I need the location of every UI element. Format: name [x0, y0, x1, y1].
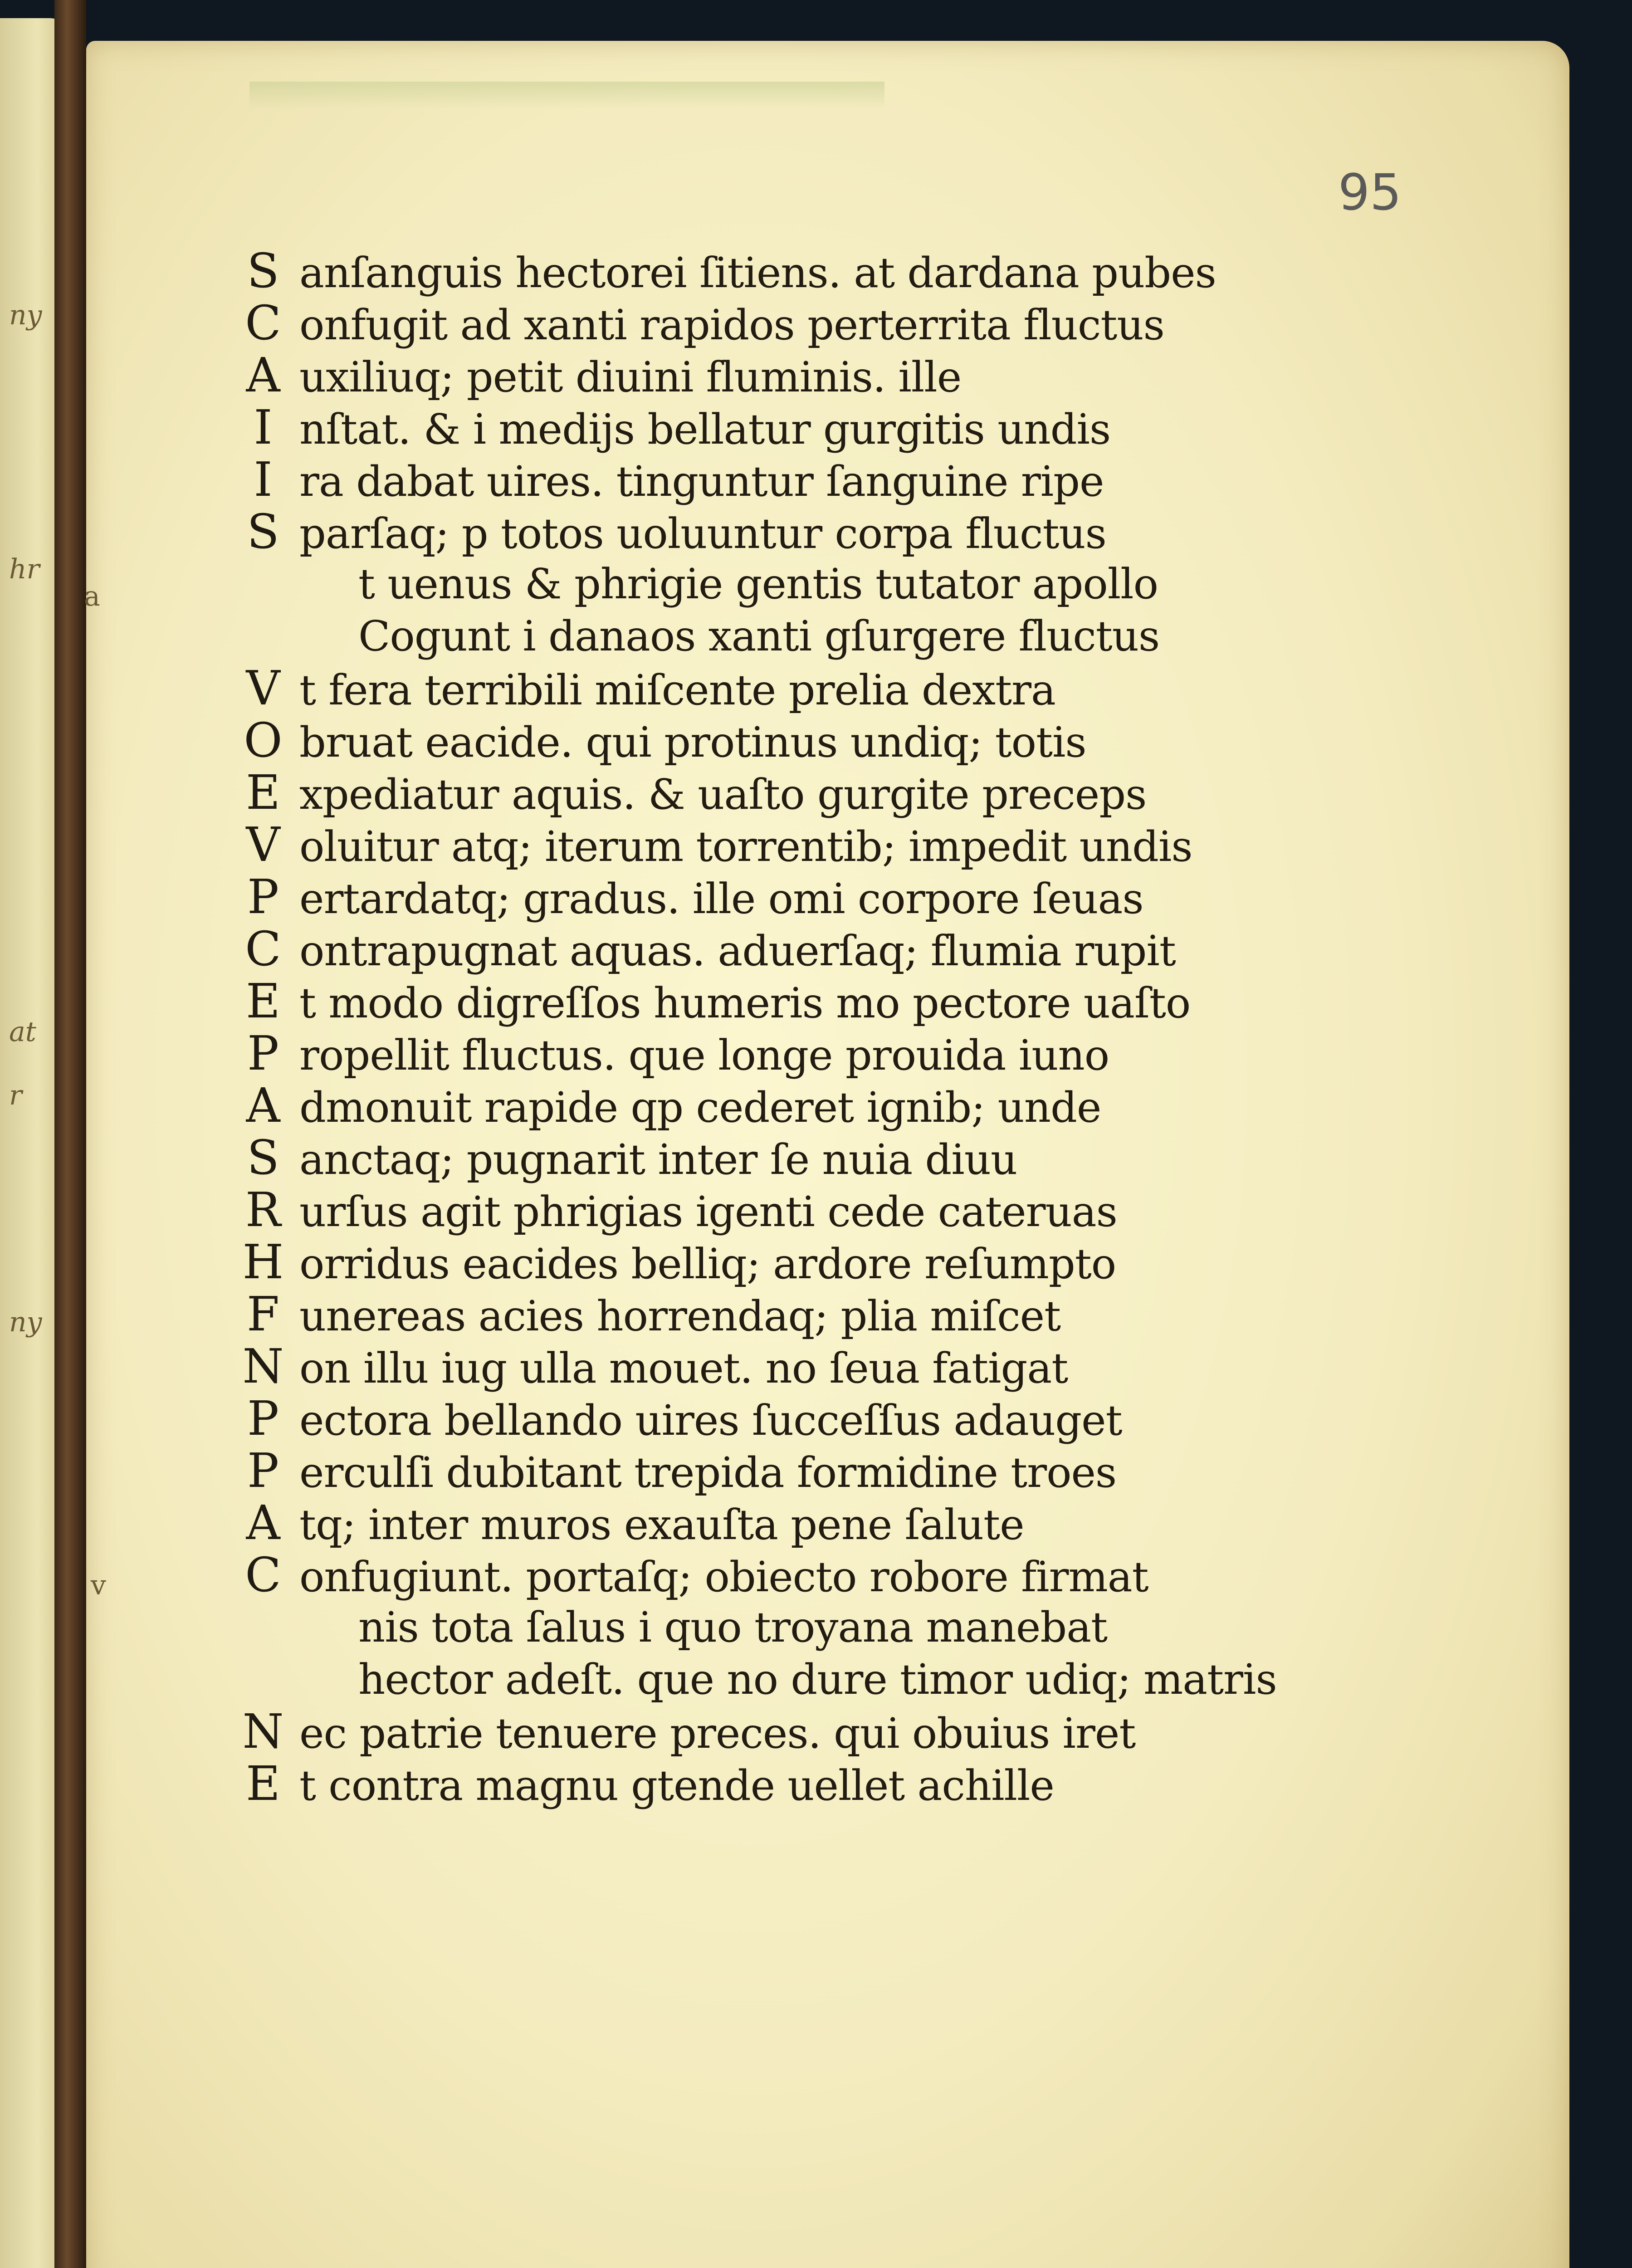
text-line	[227, 297, 1315, 349]
text-line	[227, 1445, 1315, 1497]
line-text: anſanguis hectorei ſitiens. at dardana pubes	[299, 249, 1216, 297]
text-line	[227, 1132, 1315, 1184]
text-line	[227, 1706, 1315, 1758]
left-margin-note: ny	[9, 1306, 42, 1338]
text-line	[227, 714, 1315, 767]
text-line	[227, 401, 1315, 454]
line-text: t fera terribili miſcente prelia dextra	[299, 666, 1055, 714]
line-text: ertardatq; gradus. ille omi corpore ſeuas	[299, 875, 1143, 923]
text-line	[227, 819, 1315, 871]
line-text: tq; inter muros exauſta pene ſalute	[299, 1501, 1024, 1549]
text-line	[227, 767, 1315, 819]
left-margin-note: at	[9, 1016, 36, 1048]
text-line	[227, 1184, 1315, 1236]
text-line	[227, 506, 1315, 558]
text-line	[227, 1601, 1315, 1653]
text-line	[227, 871, 1315, 923]
text-block	[227, 245, 1315, 1810]
line-text: onfugit ad xanti rapidos perterrita fluctus	[299, 301, 1164, 349]
margin-mark: v	[91, 1569, 106, 1601]
line-text: anctaq; pugnarit inter ſe nuia diuu	[299, 1135, 1017, 1184]
line-initial: A	[246, 347, 280, 403]
line-initial: P	[247, 1026, 279, 1081]
page-stain	[249, 82, 884, 109]
book-spine	[54, 0, 86, 2268]
line-initial: N	[242, 1704, 284, 1759]
line-text: parſaq; p totos uoluuntur corpa fluctus	[299, 509, 1106, 558]
line-initial: E	[246, 1756, 280, 1811]
line-initial: E	[246, 973, 280, 1029]
line-initial: H	[242, 1234, 284, 1290]
line-initial: N	[242, 1339, 284, 1394]
line-initial: F	[246, 1286, 280, 1342]
text-line	[227, 1549, 1315, 1601]
line-initial: C	[245, 921, 281, 977]
line-text: uxiliuq; petit diuini fluminis. ille	[299, 353, 962, 401]
text-line	[227, 923, 1315, 975]
line-initial: C	[245, 295, 281, 351]
line-initial: E	[246, 765, 280, 820]
text-line	[227, 558, 1315, 610]
line-initial: P	[247, 1443, 279, 1498]
line-initial: P	[247, 869, 279, 924]
text-line	[227, 1758, 1315, 1810]
left-margin-note: hr	[9, 553, 40, 585]
line-initial: A	[246, 1495, 280, 1550]
line-initial: R	[245, 1182, 281, 1237]
text-line	[227, 1288, 1315, 1340]
line-text: oluitur atq; iterum torrentib; impedit undis	[299, 822, 1192, 871]
text-line	[227, 454, 1315, 506]
line-text: t modo digreſſos humeris mo pectore uaſto	[299, 979, 1191, 1027]
line-text: nis tota ſalus i quo troyana manebat	[358, 1603, 1108, 1652]
line-text: Cogunt i danaos xanti gſurgere fluctus	[358, 612, 1160, 660]
line-initial: S	[247, 504, 279, 559]
line-text: ra dabat uires. tinguntur ſanguine ripe	[299, 457, 1104, 506]
folio-number: 95	[1338, 163, 1402, 221]
line-text: erculſi dubitant trepida formidine troes	[299, 1448, 1117, 1497]
text-line	[227, 610, 1315, 662]
line-text: orridus eacides belliq; ardore reſumpto	[299, 1240, 1116, 1288]
line-initial: S	[247, 1130, 279, 1185]
line-text: ec patrie tenuere preces. qui obuius iret	[299, 1709, 1136, 1758]
line-text: ectora bellando uires ſucceſſus adauget	[299, 1396, 1122, 1445]
line-initial: I	[254, 452, 273, 507]
left-margin-note: r	[9, 1080, 22, 1111]
line-text: onfugiunt. portaſq; obiecto robore firmat	[299, 1553, 1148, 1601]
line-text: xpediatur aquis. & uaſto gurgite preceps	[299, 770, 1147, 819]
margin-mark: a	[84, 581, 100, 612]
text-line	[227, 1340, 1315, 1393]
line-text: bruat eacide. qui protinus undiq; totis	[299, 718, 1086, 767]
left-margin-note: ny	[9, 299, 42, 331]
line-text: hector adeſt. que no dure timor udiq; matris	[358, 1655, 1277, 1704]
line-text: t uenus & phrigie gentis tutator apollo	[358, 560, 1158, 608]
text-line	[227, 1653, 1315, 1706]
text-line	[227, 1027, 1315, 1080]
line-text: nſtat. & i medijs bellatur gurgitis undis	[299, 405, 1111, 454]
text-line	[227, 975, 1315, 1027]
line-initial: P	[247, 1391, 279, 1446]
line-initial: S	[247, 243, 279, 298]
text-line	[227, 1236, 1315, 1288]
text-line	[227, 1080, 1315, 1132]
text-line	[227, 1497, 1315, 1549]
line-text: on illu iug ulla mouet. no ſeua fatigat	[299, 1344, 1068, 1393]
line-text: ontrapugnat aquas. aduerſaq; flumia rupit	[299, 927, 1176, 975]
text-line	[227, 245, 1315, 297]
line-initial: A	[246, 1078, 280, 1133]
line-initial: O	[244, 713, 283, 768]
line-text: urſus agit phrigias igenti cede cateruas	[299, 1188, 1117, 1236]
line-initial: V	[246, 660, 280, 716]
text-line	[227, 662, 1315, 714]
line-text: dmonuit rapide qp cederet ignib; unde	[299, 1083, 1101, 1132]
line-initial: I	[254, 400, 273, 455]
line-initial: V	[246, 817, 280, 872]
text-line	[227, 1393, 1315, 1445]
line-text: unereas acies horrendaq; plia miſcet	[299, 1292, 1061, 1340]
line-initial: C	[245, 1547, 281, 1603]
line-text: t contra magnu gtende uellet achille	[299, 1761, 1054, 1810]
line-text: ropellit fluctus. que longe prouida iuno	[299, 1031, 1109, 1080]
text-line	[227, 349, 1315, 401]
